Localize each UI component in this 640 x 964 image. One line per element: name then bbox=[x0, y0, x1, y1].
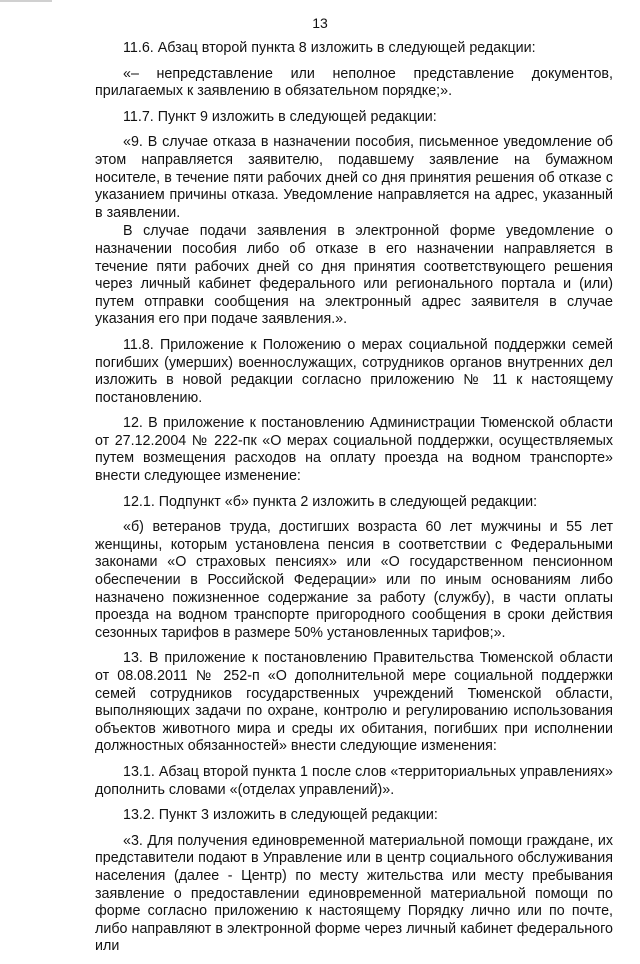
paragraph-12-1: 12.1. Подпункт «б» пункта 2 изложить в следующей редакции: bbox=[123, 493, 538, 510]
scan-edge-mark bbox=[0, 0, 52, 2]
paragraph-12-1-text: «б) ветеранов труда, достигших возраста 60 лет мужчины и 55 лет женщины, которым установлена пенсия в соответствии с Федеральными законами «О страховых пенсиях» или «О государственном пенсионном обеспечении в Российской Федерации» или по иным основаниям либо назначено пожизненное содержание за работу (службу), в части оплаты проезда на водном транспорте пригородного сообщения в сроки действия сезонных тарифов в размере 50% установленных тарифов;». bbox=[95, 519, 613, 641]
paragraph-11-7: 11.7. Пункт 9 изложить в следующей редакции: bbox=[123, 108, 437, 125]
paragraph-13: 13. В приложение к постановлению Правительства Тюменской области от 08.08.2011 № 252-п «О дополнительной мере социальной поддержки семей сотрудников государственных учреждений Тюменской области, выполняющих задачи по охране, контролю и регулированию использования объектов животного мира и среды их обитания, погибших при исполнении должностных обязанностей» внести следующие изменения: bbox=[95, 650, 613, 755]
document-body bbox=[95, 40, 613, 964]
paragraph-13-2: 13.2. Пункт 3 изложить в следующей редакции: bbox=[123, 807, 438, 824]
paragraph-11-8: 11.8. Приложение к Положению о мерах социальной поддержки семей погибших (умерших) военнослужащих, сотрудников органов внутренних дел изложить в новой редакции согласно приложению № 11 к настоящему постановлению. bbox=[95, 336, 613, 406]
paragraph-13-2-text: «3. Для получения единовременной материальной помощи граждане, их представители подают в Управление или в центр социального обслуживания населения (далее - Центр) по месту жительства или месту пребывания заявление о предоставлении единовременной материальной помощи по форме согласно приложению к настоящему Порядку лично или по почте, либо направляют в электронной форме через личный кабинет федерального или bbox=[95, 832, 613, 955]
paragraph-11-7-text-1: «9. В случае отказа в назначении пособия, письменное уведомление об этом направляется заявителю, подавшему заявление на бумажном носителе, в течение пяти рабочих дней со дня принятия решения об отказе с указанием причины отказа. Уведомление направляется на адрес, указанный в заявлении. bbox=[95, 134, 613, 221]
paragraph-12: 12. В приложение к постановлению Администрации Тюменской области от 27.12.2004 № 222-пк «О мерах социальной поддержки, осуществляемых путем возмещения расходов на оплату проезда на водном транспорте» внести следующее изменение: bbox=[95, 415, 613, 485]
paragraph-13-1: 13.1. Абзац второй пункта 1 после слов «территориальных управлениях» дополнить словами «(отделах управлений)». bbox=[95, 763, 613, 798]
page-number: 13 bbox=[312, 15, 328, 31]
paragraph-11-6: 11.6. Абзац второй пункта 8 изложить в следующей редакции: bbox=[123, 40, 536, 56]
paragraph-11-6-text: «– непредставление или неполное представление документов, прилагаемых к заявлению в обязательном порядке;». bbox=[95, 65, 613, 100]
paragraph-11-7-text-2: В случае подачи заявления в электронной форме уведомление о назначении пособия либо об отказе в его назначении направляется в течение пяти рабочих дней со дня принятия соответствующего решения через личный кабинет федерального или регионального портала и (или) путем отправки сообщения на электронный адрес заявителя в случае указания его при подаче заявления.». bbox=[95, 223, 613, 328]
